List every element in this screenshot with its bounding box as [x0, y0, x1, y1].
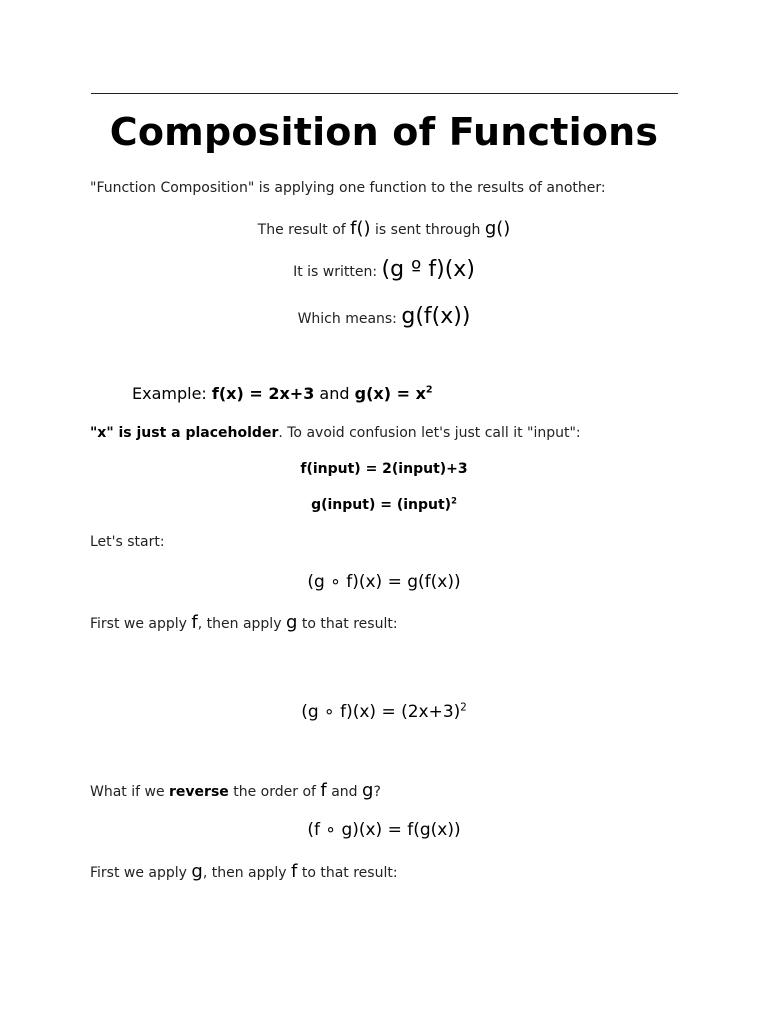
result-line-f: f() [350, 218, 371, 239]
written-line-label: It is written: [293, 264, 382, 280]
composition-result [0, 702, 768, 722]
apply-f-f: f [191, 612, 198, 633]
example-label: Example: [132, 384, 212, 403]
apply-f-g: g [285, 612, 298, 633]
example-g-def [355, 384, 433, 403]
apply-g-f: f [291, 861, 298, 882]
result-line-pre: The result of [257, 222, 351, 238]
placeholder-rest: . To avoid confusion let's just call it "input": [278, 425, 581, 441]
apply-g-g: g [191, 861, 203, 882]
first-apply-f-line [90, 612, 398, 633]
composition-g-of-f: (g ∘ f)(x) = g(f(x)) [307, 572, 461, 592]
result-line-mid: is sent through [370, 222, 485, 238]
result-line [0, 218, 768, 239]
example-f-def: f(x) = 2x+3 [211, 384, 315, 403]
example-g-def-base: g(x) = x [354, 384, 426, 403]
means-line-expr: g(f(x)) [401, 304, 471, 329]
reverse-mid: the order of [228, 784, 321, 800]
reverse-post: ? [373, 784, 381, 800]
g-input-equation [0, 497, 768, 513]
placeholder-bold: "x" is just a placeholder [90, 425, 279, 441]
means-line [0, 304, 768, 329]
apply-g-mid: , then apply [202, 865, 292, 881]
written-line [0, 257, 768, 282]
reverse-pre: What if we [90, 784, 170, 800]
example-and: and [314, 384, 355, 403]
composition-result-base: (g ∘ f)(x) = (2x+3) [301, 702, 461, 722]
lets-start-text: Let's start: [90, 534, 165, 550]
composition-result-exp: 2 [460, 702, 467, 714]
reverse-bold: reverse [169, 784, 229, 800]
g-input-exp: 2 [451, 495, 457, 506]
g-input-base: g(input) = (input) [311, 497, 452, 513]
apply-g-pre: First we apply [90, 865, 192, 881]
apply-g-post: to that result: [297, 865, 398, 881]
result-line-g: g() [484, 218, 511, 239]
reverse-f: f [320, 780, 327, 801]
f-input-equation: f(input) = 2(input)+3 [300, 461, 468, 477]
top-divider [91, 93, 678, 94]
means-line-label: Which means: [297, 311, 402, 327]
composition-f-of-g: (f ∘ g)(x) = f(g(x)) [307, 820, 461, 840]
intro-text: "Function Composition" is applying one function to the results of another: [90, 180, 606, 196]
reverse-and: and [326, 784, 362, 800]
example-g-def-exp: 2 [425, 384, 433, 396]
written-line-expr: (g º f)(x) [381, 257, 475, 282]
placeholder-line [90, 425, 581, 441]
reverse-g: g [362, 780, 374, 801]
reverse-line [90, 780, 381, 801]
apply-f-mid: , then apply [197, 616, 286, 632]
example-heading [132, 384, 433, 403]
apply-f-pre: First we apply [90, 616, 192, 632]
page-title: Composition of Functions [109, 110, 659, 154]
first-apply-g-line [90, 861, 398, 882]
apply-f-post: to that result: [297, 616, 398, 632]
